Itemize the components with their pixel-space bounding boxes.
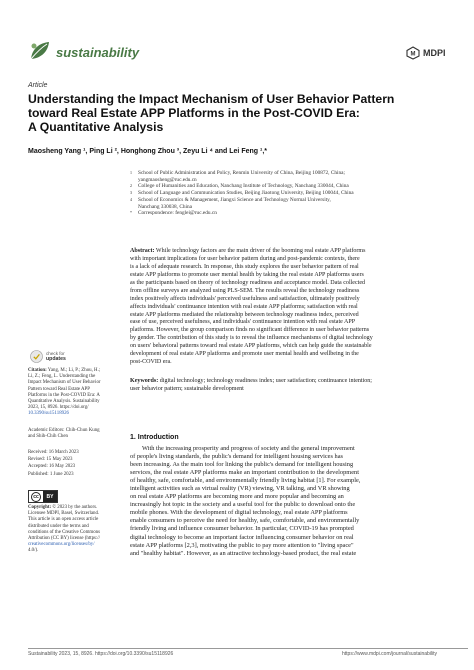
copyright-line: Copyright: © 2023 by the authors.: [28, 505, 98, 510]
abstract-line: as the participants based on theory of technology readiness and acceptance model. Data collected: [130, 279, 366, 286]
footer-journal-link[interactable]: https://www.mdpi.com/journal/sustainability: [342, 651, 438, 657]
copyright-label: Copyright:: [28, 505, 52, 510]
abstract: [130, 248, 468, 367]
citation-line: 2023, 15, 8926. https://doi.org/: [28, 405, 89, 411]
body-line: enable consumers to perceive the need for healthy, safe, comfortable, and environmentally: [130, 517, 360, 525]
abstract-line: is a lack of adequate research. In response, this study explores the user behavior pattern of real: [130, 263, 359, 270]
date-accepted: Accepted: 16 May 2023: [28, 464, 76, 470]
mdpi-icon: [406, 46, 420, 60]
date-revised: Revised: 15 May 2023: [28, 457, 73, 463]
leaf-icon: [28, 40, 52, 62]
body-line: increasingly hot topic in the society and a useful tool for the public to download onto the: [130, 501, 356, 509]
citation-line: Quantitative Analysis. Sustainability: [28, 399, 100, 405]
body-line: With the increasing prosperity and progress of society and the general improvement: [142, 445, 355, 452]
affiliation-row: 2 College of Humanities and Education, Nanchang Institute of Technology, Nanchang 330044, China: [130, 183, 349, 190]
citation-doi-link[interactable]: 10.3390/su15118926: [28, 411, 69, 417]
editors-line: and Shih-Chih Chen: [28, 434, 68, 440]
copyright-line: Attribution (CC BY) license (https://: [28, 536, 100, 542]
cc-icon: cc: [29, 491, 43, 502]
check-updates-icon: [30, 350, 43, 363]
by-icon: BY: [43, 491, 57, 502]
keywords-line: user behavior pattern; sustainable development: [130, 385, 244, 392]
body-line: services, the real estate APP platforms make an important contribution to the development: [130, 469, 359, 477]
keywords-line: Keywords: digital technology; technology readiness index; user satisfaction; continuance intention;: [130, 378, 372, 384]
affiliation-row: yangmaosheng@ruc.edu.cn: [138, 176, 197, 183]
copyright-line: distributed under the terms and: [28, 523, 89, 529]
check-updates-line2: updates: [46, 355, 66, 362]
editors-line: Academic Editors: Chih-Chun Kung: [28, 428, 100, 433]
date-published: Published: 1 June 2023: [28, 471, 74, 477]
abstract-line: affects individuals' continuance intention with real estate APP platforms; satisfaction with real: [130, 303, 358, 310]
copyright-line: This article is an open access article: [28, 517, 99, 523]
copyright-line: conditions of the Creative Commons: [28, 529, 100, 535]
section-body: [130, 445, 468, 558]
affiliation-row: Nanchang 330038, China: [138, 203, 192, 210]
citation-line: Li, Z.; Feng, L. Understanding the: [28, 374, 96, 380]
svg-text:M: M: [410, 51, 416, 58]
body-line: estate APP platforms [2,3], motivating the public to pay more attention to "living space": [130, 541, 354, 549]
affiliation-row: 4 School of Economics & Management, Jiangxi Science and Technology Normal University,: [130, 196, 331, 203]
check-updates-button[interactable]: [30, 350, 66, 363]
citation-block: [28, 368, 126, 418]
copyright-block: [28, 505, 126, 555]
affiliation-row: * Correspondence: fenglei@ruc.edu.cn: [130, 210, 217, 217]
keywords: [130, 378, 468, 394]
abstract-line: estate APP platforms to promote user mental health by taking the real estate APP platforms users: [130, 271, 364, 278]
affiliation-row: 3 School of Language and Communication Studies, Beijing Jiaotong University, Beijing 100044, China: [130, 190, 354, 197]
title-line: toward Real Estate APP Platforms in the Post-COVID Era:: [28, 106, 360, 120]
affiliation-row: 1 School of Public Administration and Policy, Renmin University of China, Beijing 100872, China;: [130, 170, 345, 176]
citation-label: Citation:: [28, 368, 47, 373]
abstract-line: post-COVID era.: [130, 359, 172, 366]
citation-line: Impact Mechanism of User Behavior: [28, 380, 101, 386]
publication-dates: [28, 449, 126, 478]
body-line: been increasing. As the main tool for linking the public's demand for intelligent housing: [130, 461, 354, 469]
title-line: Understanding the Impact Mechanism of User Behavior Pattern: [28, 92, 395, 106]
check-updates-line1: check for: [46, 351, 65, 356]
citation-line: Citation: Yang, M.; Li, P.; Zhou, H.;: [28, 368, 101, 373]
copyright-license-link[interactable]: creativecommons.org/licenses/by/: [28, 542, 95, 548]
copyright-line: 4.0/).: [28, 548, 39, 554]
article-type: Article: [28, 82, 48, 89]
title-line: A Quantitative Analysis: [28, 120, 164, 134]
mdpi-logo: [406, 46, 446, 60]
journal-logo: [28, 40, 52, 62]
abstract-line: estate APP platforms mediated the relationship between technology readiness index, perceived: [130, 311, 359, 318]
abstract-line: platforms. However, the group comparison finds no significant difference in user behavior patterns: [130, 327, 370, 334]
abstract-line: by gender. The contribution of this study is to reveal the influence mechanisms of digital technology: [130, 335, 373, 342]
citation-line: Pattern toward Real Estate APP: [28, 386, 90, 392]
journal-name: sustainability: [56, 45, 140, 60]
footer-rule: [28, 648, 468, 649]
body-line: digital technology to become an important factor influencing consumer behavior on real: [130, 533, 354, 541]
abstract-line: on users' behavioral patterns toward real estate APP platforms, which can help guide the sustainable: [130, 343, 372, 350]
body-line: mobile phones. With the development of digital technology, real estate APP platforms: [130, 509, 348, 517]
body-line: of healthy, safe, comfortable, and environmentally friendly living habitat [1]. For example,: [130, 477, 361, 485]
author-list: Maosheng Yang ¹, Ping Li ², Honghong Zhou ³, Zeyu Li ⁴ and Lei Feng ¹,*: [28, 148, 267, 155]
abstract-line: index positively affects individuals' perceived usefulness and satisfaction, ultimately positively: [130, 295, 360, 302]
copyright-line: Licensee MDPI, Basel, Switzerland.: [28, 511, 100, 517]
affiliations: [130, 170, 465, 217]
academic-editors: [28, 428, 126, 440]
citation-line: Platforms in the Post-COVID Era: A: [28, 392, 100, 398]
footer-citation: Sustainability 2023, 15, 8926. https://doi.org/10.3390/su15118926: [28, 651, 174, 657]
abstract-line: from offline surveys are analyzed using PLS-SEM. The results reveal the technology readiness: [130, 287, 360, 294]
abstract-line: Abstract: While technology factors are the main driver of the booming real estate APP platforms: [130, 248, 366, 254]
abstract-line: development of real estate APP platforms and promote user mental health and wellbeing in the: [130, 351, 359, 358]
abstract-line: with important implications for user behavior pattern during and post-pandemic contexts, there: [130, 255, 360, 262]
cc-by-badge[interactable]: [28, 490, 58, 503]
keywords-label: Keywords:: [130, 378, 159, 384]
body-line: intelligent activities such as virtual reality (VR) viewing, VR talking, and VR showing: [130, 485, 350, 493]
page-title: [28, 92, 468, 134]
abstract-label: Abstract:: [130, 248, 155, 254]
publisher-name: MDPI: [423, 48, 446, 58]
body-line: and "healthy habitat". However, as an attractive technology-based product, the real estate: [130, 549, 357, 557]
body-line: of people's living standards, the public's demand for intelligent housing services has: [130, 453, 343, 461]
abstract-line: ease of use, perceived usefulness, and individuals' continuance intention with real estate APP: [130, 319, 356, 326]
body-line: on real estate APP platforms are becoming more and more popular and becoming an: [130, 493, 344, 501]
date-received: Received: 16 March 2023: [28, 450, 79, 455]
section-title: 1. Introduction: [130, 434, 179, 441]
body-line: friendly living and influence consumer behavior. In particular, COVID-19 has prompted: [130, 525, 354, 533]
